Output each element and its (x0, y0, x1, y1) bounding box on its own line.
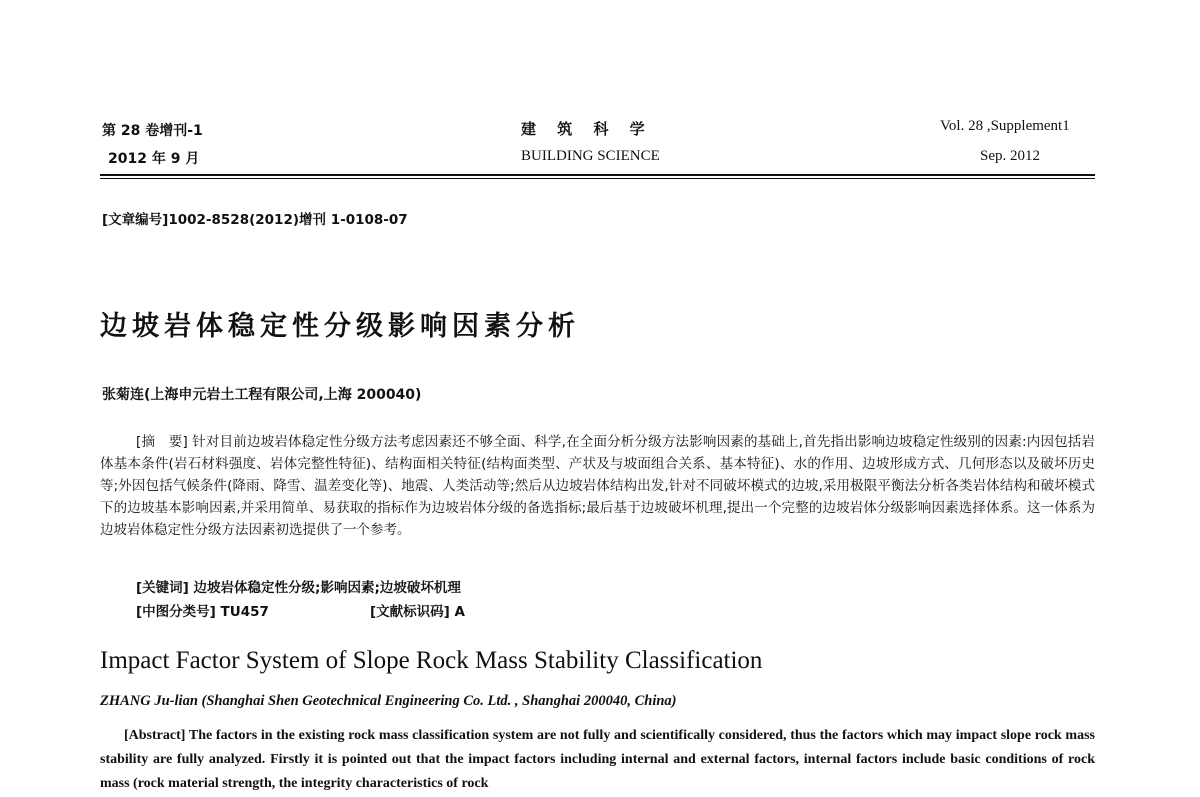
abstract-cn: [摘 要] 针对目前边坡岩体稳定性分级方法考虑因素还不够全面、科学,在全面分析分级方法影响因素的基础上,首先指出影响边坡稳定性级别的因素:内因包括岩体基本条件(岩石材料强度、岩体完整性特征)、结构面相关特征(结构面类型、产状及与坡面组合关系、基本特征)、水的作用、边坡形成方式、几何形态以及破坏历史等;外因包括气候条件(降雨、降雪、温差变化等)、地震、人类活动等;然后从边坡岩体结构出发,针对不同破坏模式的边坡,采用极限平衡法分析各类岩体结构和破坏模式下的边坡基本影响因素,并采用简单、易获取的指标作为边坡岩体分级的备选指标;最后基于边坡破坏机理,提出一个完整的边坡岩体分级影响因素选择体系。这一体系为边坡岩体稳定性分级方法因素初选提供了一个参考。 (100, 434, 1095, 538)
journal-name-en: BUILDING SCIENCE (521, 148, 660, 164)
header-rule-thin (100, 178, 1095, 179)
page-title: 边坡岩体稳定性分级影响因素分析 (100, 311, 580, 342)
author-affiliation-en: ZHANG Ju-lian (Shanghai Shen Geotechnical Engineering Co. Ltd. , Shanghai 200040, China) (100, 693, 677, 709)
clc-number: [中图分类号] TU457 (136, 604, 269, 620)
abstract-en: [Abstract] The factors in the existing rock mass classification system are not fully and scientifically considered, thus the factors which may impact slope rock mass stability are fully analyzed. Firstly it is pointed out that the impact factors including internal and external factors, internal factors include basic conditions of rock mass (rock material strength, the integrity characteristics of rock (100, 728, 1095, 791)
publication-date-cn: 2012 年 9 月 (108, 151, 200, 167)
keywords: [关键词] 边坡岩体稳定性分级;影响因素;边坡破坏机理 (136, 580, 461, 596)
journal-name-cn: 建 筑 科 学 (521, 120, 653, 138)
volume-issue: 第 28 卷增刊-1 (102, 123, 203, 139)
volume-en: Vol. 28 ,Supplement1 (940, 118, 1070, 134)
header-rule-thick (100, 174, 1095, 176)
document-code: [文献标识码] A (370, 604, 465, 620)
title-en: Impact Factor System of Slope Rock Mass Stability Classification (100, 647, 763, 674)
publication-date-en: Sep. 2012 (980, 148, 1040, 164)
article-number: [文章编号]1002-8528(2012)增刊 1-0108-07 (102, 212, 408, 228)
author-affiliation-cn: 张菊连(上海申元岩土工程有限公司,上海 200040) (102, 387, 422, 403)
